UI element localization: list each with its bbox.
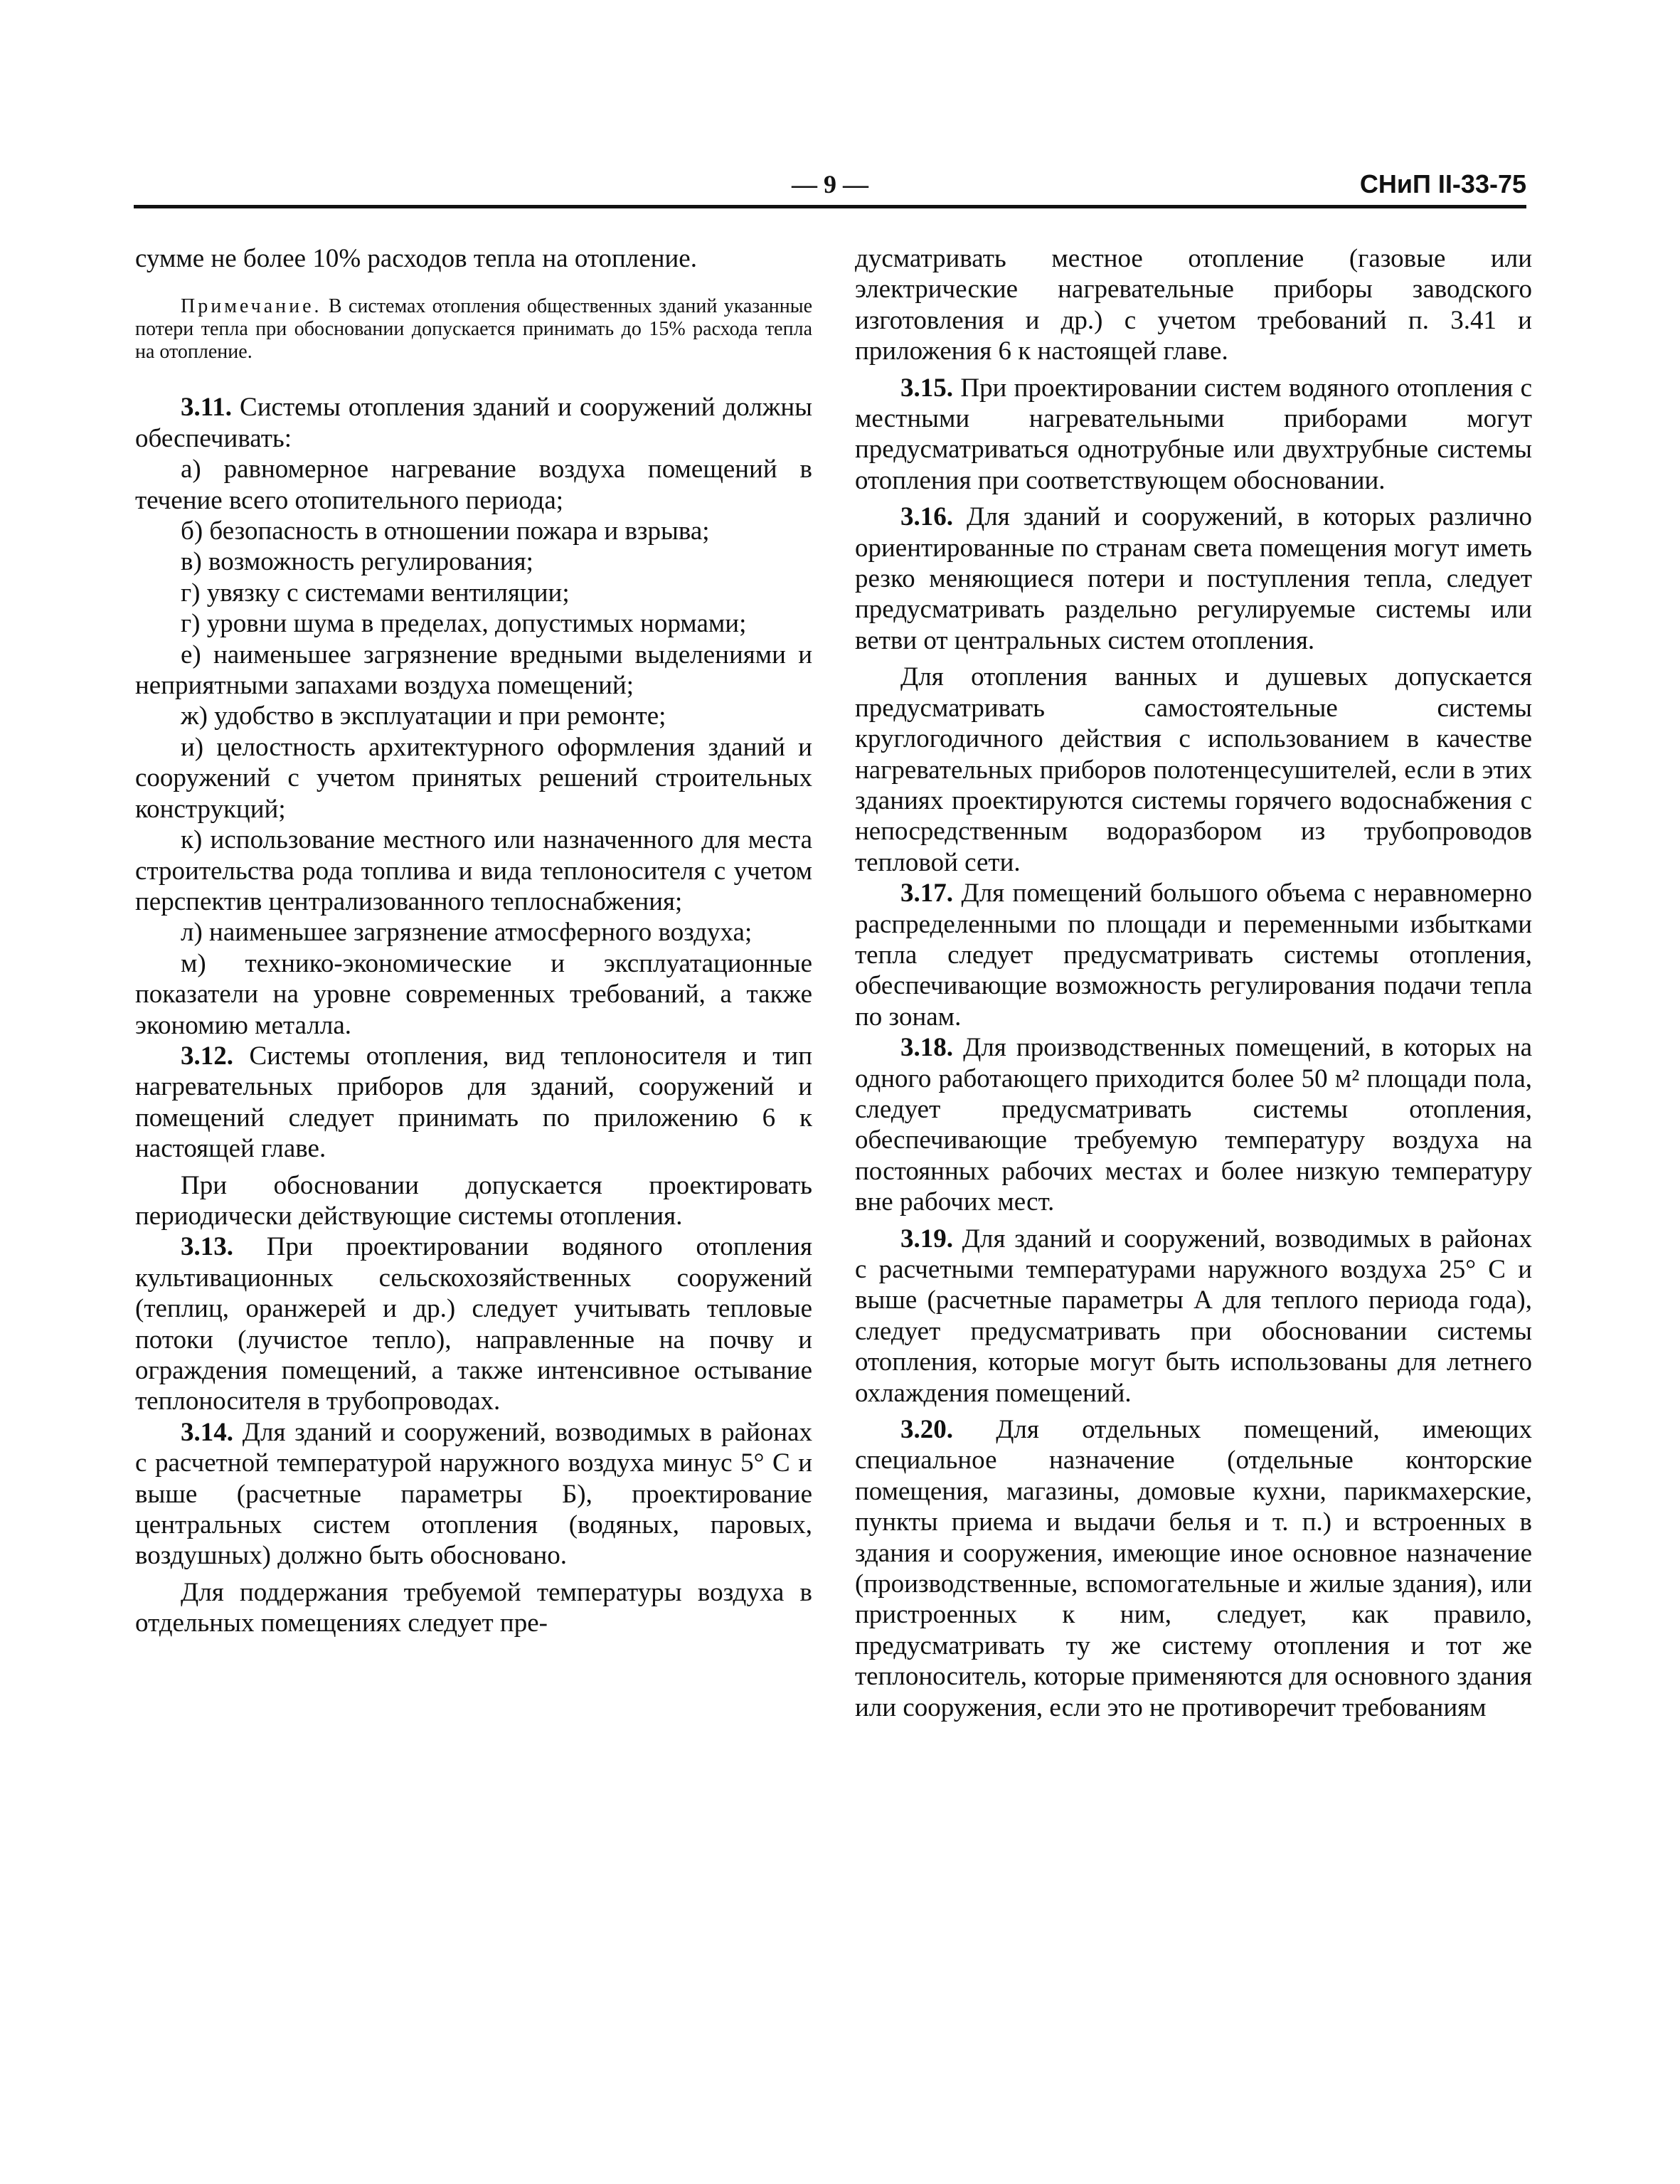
section-text: Системы отопления, вид теплоносителя и тип нагревательных приборов для зданий, сооружений и помещений следует принимать по приложению 6 к настоящей главе. — [135, 1041, 812, 1164]
paragraph: При обосновании допускается проектировать периодически действующие системы отопления. — [135, 1170, 812, 1231]
section-3-18 — [855, 1032, 1532, 1217]
page-header — [134, 169, 1526, 205]
section-number: 3.13. — [181, 1232, 233, 1262]
left-column — [135, 243, 812, 1639]
page-number: — 9 — — [792, 170, 868, 198]
section-number: 3.12. — [181, 1041, 233, 1071]
section-3-15 — [855, 373, 1532, 497]
document-code: СНиП II-33-75 — [1359, 169, 1526, 198]
paragraph: Для поддержания требуемой температуры воздуха в отдельных помещениях следует пре- — [135, 1577, 812, 1638]
list-item: в) возможность регулирования; — [181, 547, 533, 577]
section-text: Для зданий и сооружений, возводимых в районах с расчетными температурами наружного воздуха 25° С и выше (расчетные параметры А для теплого периода года), следует предусматривать при обосновании системы отопления, которые могут быть использованы для летнего охлаждения помещений. — [855, 1224, 1532, 1408]
note-label: Примечание. — [181, 295, 322, 318]
section-3-12 — [135, 1041, 812, 1165]
section-text: Для производственных помещений, в которых на одного работающего приходится более 50 м² площади пола, следует предусматривать системы отопления, обеспечивающие требуемую температуру воздуха на постоянных рабочих местах и более низкую температуру вне рабочих мест. — [855, 1033, 1532, 1217]
section-number: 3.20. — [900, 1415, 953, 1445]
section-number: 3.16. — [900, 502, 953, 532]
section-text: Системы отопления зданий и сооружений должны обеспечивать: — [135, 393, 812, 453]
section-number: 3.18. — [900, 1033, 953, 1063]
list-item: л) наименьшее загрязнение атмосферного воздуха; — [181, 918, 753, 948]
section-3-17 — [855, 878, 1532, 1032]
list-item: б) безопасность в отношении пожара и взрыва; — [181, 516, 710, 546]
section-3-16 — [855, 502, 1532, 656]
list-item: м) технико-экономические и эксплуатационные показатели на уровне современных требований, а также экономию металла. — [135, 948, 812, 1040]
section-text: При проектировании водяного отопления культивационных сельскохозяйственных сооружений (теплиц, оранжерей и др.) следует учитывать тепловые потоки (лучистое тепло), направленные на почву и ограждения помещений, а также интенсивное остывание теплоносителя в трубопроводах. — [135, 1232, 812, 1416]
note — [135, 295, 812, 364]
list-item: г) уровни шума в пределах, допустимых нормами; — [181, 609, 747, 639]
paragraph: дусматривать местное отопление (газовые или электрические нагревательные приборы заводского изготовления и др.) с учетом требований п. 3.41 и приложения 6 к настоящей главе. — [855, 244, 1532, 366]
section-text: Для помещений большого объема с неравномерно распределенными по площади и переменными избытками тепла следует предусматривать системы отопления, обеспечивающие возможность регулирования подачи тепла по зонам. — [855, 879, 1532, 1032]
section-number: 3.11. — [181, 393, 232, 423]
section-number: 3.14. — [181, 1417, 233, 1447]
section-3-14 — [135, 1417, 812, 1571]
section-3-13 — [135, 1231, 812, 1416]
list-item: а) равномерное нагревание воздуха помещений в течение всего отопительного периода; — [135, 455, 812, 515]
right-column — [855, 243, 1532, 1723]
list-item: г) увязку с системами вентиляции; — [181, 578, 570, 608]
section-text: При проектировании систем водяного отопления с местными нагревательными приборами могут предусматриваться однотрубные или двухтрубные системы отопления при соответствующем обосновании. — [855, 373, 1532, 495]
list-item: к) использование местного или назначенного для места строительства рода топлива и вида теплоносителя с учетом перспектив централизованного теплоснабжения; — [135, 825, 812, 916]
section-3-11 — [135, 392, 812, 454]
section-text: Для зданий и сооружений, в которых различно ориентированные по странам света помещения могут иметь резко меняющиеся потери и поступления тепла, следует предусматривать раздельно регулируемые системы или ветви от центральных систем отопления. — [855, 502, 1532, 655]
paragraph: Для отопления ванных и душевых допускается предусматривать самостоятельные системы круглогодичного действия с использованием в качестве нагревательных приборов полотенцесушителей, если в этих зданиях проектируются системы горячего водоснабжения с непосредственным водоразбором из трубопроводов тепловой сети. — [855, 662, 1532, 877]
section-text: Для отдельных помещений, имеющих специальное назначение (отдельные конторские помещения, магазины, домовые кухни, парикмахерские, пункты приема и выдачи белья и т. п.) и встроенных в здания и сооружения, имеющие иное основное назначение (производственные, вспомогательные и жилые здания), или пристроенных к ним, следует, как правило, предусматривать ту же систему отопления и тот же теплоноситель, которые применяются для основного здания или сооружения, если это не противоречит требованиям — [855, 1415, 1532, 1722]
section-3-20 — [855, 1414, 1532, 1723]
list-item: е) наименьшее загрязнение вредными выделениями и неприятными запахами воздуха помещений; — [135, 640, 812, 701]
section-text: Для зданий и сооружений, возводимых в районах с расчетной температурой наружного воздуха минус 5° С и выше (расчетные параметры Б), проектирование центральных систем отопления (водяных, паровых, воздушных) должно быть обосновано. — [135, 1417, 812, 1571]
list-item: и) целостность архитектурного оформления зданий и сооружений с учетом принятых решений строительных конструкций; — [135, 732, 812, 824]
paragraph: сумме не более 10% расходов тепла на отопление. — [135, 244, 697, 273]
header-rule — [134, 205, 1526, 208]
note-text: В системах отопления общественных зданий указанные потери тепла при обосновании допускается принимать до 15% расхода тепла на отопление. — [135, 295, 812, 364]
section-number: 3.19. — [900, 1224, 953, 1253]
section-number: 3.15. — [900, 373, 953, 403]
section-number: 3.17. — [900, 879, 953, 908]
list-item: ж) удобство в эксплуатации и при ремонте; — [181, 701, 666, 731]
section-3-19 — [855, 1224, 1532, 1409]
